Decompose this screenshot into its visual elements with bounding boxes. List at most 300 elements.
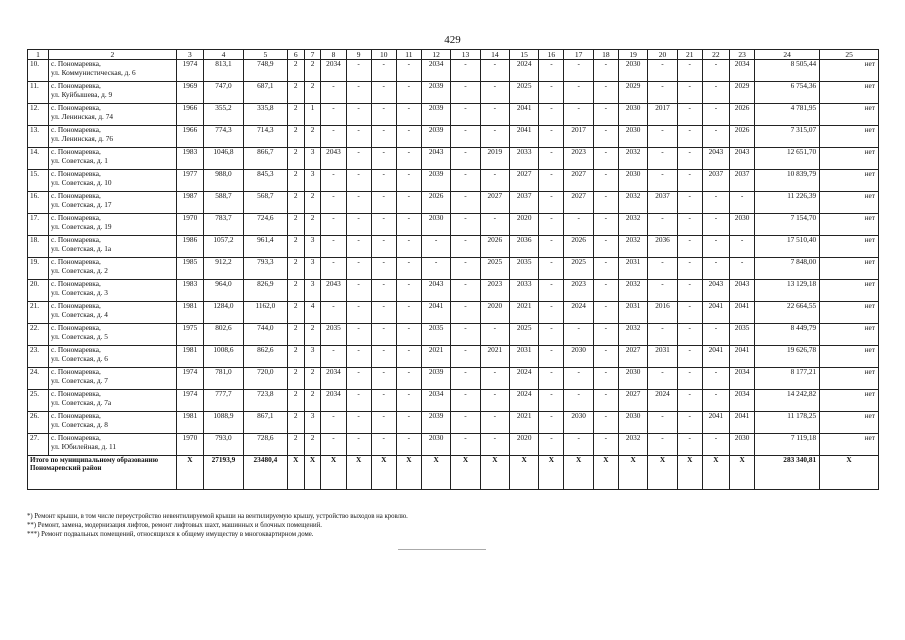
table-cell: - — [564, 368, 593, 390]
table-cell: 2016 — [648, 302, 677, 324]
table-cell: 961,4 — [243, 236, 287, 258]
table-cell: - — [371, 236, 396, 258]
table-cell: 2 — [287, 390, 304, 412]
table-cell: 2032 — [618, 434, 647, 456]
address-settlement: с. Пономаревка, — [50, 433, 101, 442]
table-cell: 2034 — [730, 60, 755, 82]
table-cell: нет — [820, 236, 879, 258]
table-cell: - — [539, 192, 564, 214]
table-cell: - — [396, 368, 421, 390]
table-cell: - — [730, 192, 755, 214]
table-cell: 793,3 — [243, 258, 287, 280]
table-cell: 3 — [304, 280, 321, 302]
table-cell: - — [396, 258, 421, 280]
table-cell: - — [677, 236, 702, 258]
table-cell: - — [648, 60, 677, 82]
row-number: 26. — [28, 412, 49, 434]
table-cell: 2 — [304, 390, 321, 412]
table-cell: - — [648, 324, 677, 346]
table-cell: 2037 — [730, 170, 755, 192]
total-cell: X — [618, 456, 647, 490]
table-cell: 2 — [287, 126, 304, 148]
table-row — [28, 324, 879, 346]
table-cell: нет — [820, 192, 879, 214]
table-cell: 2024 — [510, 60, 539, 82]
column-number: 16 — [539, 50, 564, 60]
address-street: ул. Советская, д. 3 — [50, 287, 108, 297]
table-cell: 845,3 — [243, 170, 287, 192]
table-cell: нет — [820, 170, 879, 192]
table-cell: - — [539, 280, 564, 302]
table-cell: - — [702, 324, 729, 346]
table-cell: 774,3 — [204, 126, 244, 148]
table-cell: 2034 — [730, 368, 755, 390]
table-row — [28, 104, 879, 126]
table-cell: 2025 — [480, 258, 509, 280]
table-cell: - — [593, 434, 618, 456]
address-cell — [48, 368, 176, 390]
table-cell: нет — [820, 434, 879, 456]
table-cell: - — [321, 104, 346, 126]
table-cell: - — [346, 390, 371, 412]
column-number: 20 — [648, 50, 677, 60]
row-number: 23. — [28, 346, 49, 368]
table-cell: 988,0 — [204, 170, 244, 192]
table-cell: 2034 — [321, 368, 346, 390]
table-row — [28, 170, 879, 192]
footnotes — [27, 512, 408, 539]
table-cell: 2037 — [702, 170, 729, 192]
footnote: **) Ремонт, замена, модернизация лифтов, ремонт лифтовых шахт, машинных и блочных помещений. — [27, 522, 322, 529]
table-cell: - — [539, 346, 564, 368]
table-cell: - — [539, 390, 564, 412]
table-cell: нет — [820, 82, 879, 104]
address-settlement: с. Пономаревка, — [50, 213, 101, 222]
column-number: 2 — [48, 50, 176, 60]
column-number: 13 — [451, 50, 480, 60]
table-cell: 2039 — [421, 368, 450, 390]
table-cell: 3 — [304, 258, 321, 280]
table-cell: 2027 — [480, 192, 509, 214]
table-cell: 2026 — [421, 192, 450, 214]
table-cell: 813,1 — [204, 60, 244, 82]
address-street: ул. Юбилейная, д. 11 — [50, 441, 117, 451]
table-cell: - — [539, 104, 564, 126]
address-street: ул. Куйбышева, д. 9 — [50, 89, 113, 99]
table-cell: - — [451, 170, 480, 192]
table-row — [28, 126, 879, 148]
row-number: 18. — [28, 236, 49, 258]
table-cell: 22 664,55 — [755, 302, 820, 324]
table-cell: 2023 — [480, 280, 509, 302]
table-cell: 2039 — [421, 170, 450, 192]
row-number: 20. — [28, 280, 49, 302]
table-cell: 1977 — [176, 170, 203, 192]
table-cell: 2026 — [480, 236, 509, 258]
total-cell: X — [510, 456, 539, 490]
table-row — [28, 434, 879, 456]
table-cell: 2021 — [510, 412, 539, 434]
table-cell: 2029 — [730, 82, 755, 104]
total-label: Итого по муниципальному образованию Пономаревский район — [28, 456, 177, 490]
table-cell: 1981 — [176, 346, 203, 368]
table-cell: 2041 — [510, 104, 539, 126]
table-cell: - — [396, 148, 421, 170]
address-settlement: с. Пономаревка, — [50, 103, 101, 112]
footnote: *) Ремонт крыши, в том числе переустройство невентилируемой крыши на вентилируемую крышу, устройство выходов на кровлю. — [27, 513, 408, 520]
table-cell: 2036 — [510, 236, 539, 258]
column-number: 21 — [677, 50, 702, 60]
table-cell: - — [371, 214, 396, 236]
table-cell: нет — [820, 302, 879, 324]
table-cell: - — [371, 390, 396, 412]
table-cell: 1983 — [176, 148, 203, 170]
table-cell: - — [593, 346, 618, 368]
row-number: 10. — [28, 60, 49, 82]
table-cell: - — [346, 302, 371, 324]
table-cell: 866,7 — [243, 148, 287, 170]
table-cell: 2041 — [702, 412, 729, 434]
table-cell: 8 177,21 — [755, 368, 820, 390]
table-cell: - — [730, 236, 755, 258]
table-cell: 2035 — [730, 324, 755, 346]
table-cell: - — [371, 126, 396, 148]
table-cell: 2 — [304, 324, 321, 346]
address-cell — [48, 258, 176, 280]
table-cell: 2026 — [730, 126, 755, 148]
table-cell: - — [564, 82, 593, 104]
table-cell: 2024 — [510, 368, 539, 390]
table-cell: - — [371, 280, 396, 302]
row-number: 22. — [28, 324, 49, 346]
address-street: ул. Советская, д. 10 — [50, 177, 112, 187]
table-cell: - — [451, 412, 480, 434]
table-cell: - — [730, 258, 755, 280]
table-cell: 2 — [287, 368, 304, 390]
table-cell: - — [451, 368, 480, 390]
row-number: 25. — [28, 390, 49, 412]
table-cell: 2021 — [421, 346, 450, 368]
column-number: 14 — [480, 50, 509, 60]
table-cell: - — [321, 236, 346, 258]
table-cell: - — [396, 104, 421, 126]
total-cell: X — [539, 456, 564, 490]
table-cell: 2043 — [730, 280, 755, 302]
table-cell: - — [451, 82, 480, 104]
address-cell — [48, 192, 176, 214]
table-cell: - — [346, 192, 371, 214]
table-cell: 1975 — [176, 324, 203, 346]
table-cell: - — [396, 236, 421, 258]
table-cell: - — [371, 192, 396, 214]
table-cell: - — [451, 214, 480, 236]
table-cell: 2032 — [618, 214, 647, 236]
table-cell: 2026 — [730, 104, 755, 126]
table-cell: - — [702, 104, 729, 126]
table-cell: - — [371, 258, 396, 280]
row-number: 15. — [28, 170, 49, 192]
table-cell: 1983 — [176, 280, 203, 302]
table-cell: 2030 — [618, 170, 647, 192]
table-cell: - — [346, 104, 371, 126]
table-cell: 2 — [304, 126, 321, 148]
table-cell: - — [346, 236, 371, 258]
address-settlement: с. Пономаревка, — [50, 81, 101, 90]
table-row — [28, 82, 879, 104]
table-cell: 2023 — [564, 148, 593, 170]
column-number: 4 — [204, 50, 244, 60]
capital-repair-table — [27, 49, 879, 490]
table-cell: 8 505,44 — [755, 60, 820, 82]
table-cell: - — [480, 412, 509, 434]
table-cell: - — [648, 258, 677, 280]
address-cell — [48, 236, 176, 258]
table-cell: 2 — [287, 280, 304, 302]
table-cell: 724,6 — [243, 214, 287, 236]
table-cell: 2030 — [421, 434, 450, 456]
table-cell: 2031 — [618, 302, 647, 324]
table-cell: 783,7 — [204, 214, 244, 236]
table-cell: - — [371, 82, 396, 104]
table-cell: 2030 — [564, 346, 593, 368]
table-cell: 4 781,95 — [755, 104, 820, 126]
table-cell: - — [564, 104, 593, 126]
table-cell: - — [396, 280, 421, 302]
table-cell: - — [321, 192, 346, 214]
table-cell: - — [648, 148, 677, 170]
table-cell: 1046,8 — [204, 148, 244, 170]
table-cell: 1974 — [176, 60, 203, 82]
table-cell: 2041 — [730, 302, 755, 324]
table-cell: 2033 — [510, 280, 539, 302]
address-settlement: с. Пономаревка, — [50, 367, 101, 376]
table-cell: 6 754,36 — [755, 82, 820, 104]
table-cell: 17 510,40 — [755, 236, 820, 258]
table-cell: - — [648, 280, 677, 302]
table-cell: - — [346, 412, 371, 434]
table-cell: 2 — [287, 170, 304, 192]
total-cell: X — [287, 456, 304, 490]
table-cell: - — [593, 82, 618, 104]
table-cell: - — [702, 434, 729, 456]
table-cell: 2031 — [618, 258, 647, 280]
table-cell: 1974 — [176, 390, 203, 412]
address-settlement: с. Пономаревка, — [50, 323, 101, 332]
table-cell: - — [539, 126, 564, 148]
column-number: 15 — [510, 50, 539, 60]
table-row — [28, 214, 879, 236]
table-row — [28, 390, 879, 412]
table-cell: - — [321, 346, 346, 368]
table-cell: 2025 — [510, 82, 539, 104]
address-street: ул. Советская, д. 19 — [50, 221, 112, 231]
table-cell: - — [539, 368, 564, 390]
column-number: 11 — [396, 50, 421, 60]
table-cell: - — [371, 170, 396, 192]
address-cell — [48, 82, 176, 104]
table-cell: - — [396, 214, 421, 236]
table-cell: 8 449,79 — [755, 324, 820, 346]
table-cell: 2 — [287, 82, 304, 104]
address-cell — [48, 412, 176, 434]
column-number: 7 — [304, 50, 321, 60]
table-cell: 2041 — [702, 302, 729, 324]
table-cell: - — [371, 346, 396, 368]
table-cell: 2025 — [510, 324, 539, 346]
table-cell: 2043 — [421, 148, 450, 170]
table-cell: 1970 — [176, 214, 203, 236]
table-cell: - — [321, 214, 346, 236]
table-cell: 748,9 — [243, 60, 287, 82]
column-number: 19 — [618, 50, 647, 60]
table-cell: 2021 — [510, 302, 539, 324]
table-cell: 1981 — [176, 302, 203, 324]
table-cell: - — [677, 60, 702, 82]
total-cell: X — [304, 456, 321, 490]
table-cell: 2019 — [480, 148, 509, 170]
table-cell: 964,0 — [204, 280, 244, 302]
address-street: ул. Советская, д. 4 — [50, 309, 108, 319]
table-row — [28, 346, 879, 368]
table-cell: 2041 — [730, 412, 755, 434]
table-cell: - — [396, 324, 421, 346]
total-row — [28, 456, 879, 490]
table-cell: 2043 — [321, 280, 346, 302]
column-number: 18 — [593, 50, 618, 60]
table-cell: нет — [820, 412, 879, 434]
table-cell: 14 242,82 — [755, 390, 820, 412]
table-cell: 728,6 — [243, 434, 287, 456]
table-cell: нет — [820, 368, 879, 390]
table-cell: - — [539, 148, 564, 170]
table-cell: - — [321, 434, 346, 456]
table-cell: 2 — [287, 236, 304, 258]
table-cell: - — [451, 126, 480, 148]
table-cell: 2024 — [510, 390, 539, 412]
table-cell: 2 — [287, 148, 304, 170]
table-cell: 2030 — [564, 412, 593, 434]
table-cell: - — [677, 192, 702, 214]
table-cell: - — [677, 280, 702, 302]
table-cell: - — [593, 236, 618, 258]
table-cell: нет — [820, 104, 879, 126]
table-cell: - — [396, 302, 421, 324]
table-cell: нет — [820, 346, 879, 368]
table-cell: 1986 — [176, 236, 203, 258]
table-cell: - — [677, 170, 702, 192]
table-cell: 2020 — [510, 434, 539, 456]
row-number: 19. — [28, 258, 49, 280]
table-cell: - — [396, 170, 421, 192]
total-cell: X — [820, 456, 879, 490]
table-cell: - — [593, 258, 618, 280]
address-street: ул. Ленинская, д. 74 — [50, 111, 113, 121]
table-cell: нет — [820, 280, 879, 302]
table-cell: 11 178,25 — [755, 412, 820, 434]
table-row — [28, 258, 879, 280]
total-cell: X — [421, 456, 450, 490]
table-cell: 4 — [304, 302, 321, 324]
table-cell: - — [702, 214, 729, 236]
table-cell: 2 — [287, 192, 304, 214]
table-cell: - — [371, 368, 396, 390]
table-cell: 11 226,39 — [755, 192, 820, 214]
table-cell: - — [648, 170, 677, 192]
table-cell: 2035 — [510, 258, 539, 280]
total-cell: X — [371, 456, 396, 490]
table-row — [28, 280, 879, 302]
table-cell: 2037 — [648, 192, 677, 214]
table-cell: - — [677, 412, 702, 434]
table-cell: 2043 — [421, 280, 450, 302]
table-cell: - — [451, 148, 480, 170]
table-cell: 2027 — [510, 170, 539, 192]
total-cell: X — [564, 456, 593, 490]
table-cell: 2 — [304, 192, 321, 214]
table-cell: - — [346, 346, 371, 368]
table-cell: - — [371, 412, 396, 434]
table-cell: 2 — [287, 324, 304, 346]
table-cell: - — [702, 258, 729, 280]
table-cell: - — [421, 258, 450, 280]
table-cell: 2039 — [421, 82, 450, 104]
address-settlement: с. Пономаревка, — [50, 191, 101, 200]
address-cell — [48, 170, 176, 192]
table-cell: 2030 — [618, 60, 647, 82]
table-cell: - — [321, 82, 346, 104]
table-cell: - — [396, 346, 421, 368]
table-cell: 2043 — [321, 148, 346, 170]
table-cell: 1966 — [176, 104, 203, 126]
table-cell: 2032 — [618, 236, 647, 258]
table-cell: 2041 — [510, 126, 539, 148]
table-cell: - — [321, 302, 346, 324]
table-cell: - — [539, 214, 564, 236]
table-cell: 2032 — [618, 148, 647, 170]
table-row — [28, 236, 879, 258]
address-settlement: с. Пономаревка, — [50, 59, 101, 68]
table-cell: - — [677, 126, 702, 148]
table-cell: - — [451, 324, 480, 346]
address-settlement: с. Пономаревка, — [50, 235, 101, 244]
total-cell: X — [346, 456, 371, 490]
table-cell: 2034 — [421, 390, 450, 412]
table-cell: 2041 — [730, 346, 755, 368]
table-cell: - — [451, 434, 480, 456]
table-cell: - — [451, 104, 480, 126]
table-cell: - — [593, 192, 618, 214]
table-cell: - — [396, 82, 421, 104]
total-cell: 27193,9 — [204, 456, 244, 490]
table-cell: 2 — [304, 368, 321, 390]
table-cell: 588,7 — [204, 192, 244, 214]
table-cell: - — [346, 280, 371, 302]
table-cell: - — [346, 148, 371, 170]
column-number: 25 — [820, 50, 879, 60]
address-cell — [48, 434, 176, 456]
table-cell: 1008,6 — [204, 346, 244, 368]
total-cell: X — [321, 456, 346, 490]
table-cell: - — [702, 368, 729, 390]
table-cell: нет — [820, 324, 879, 346]
table-cell: - — [677, 104, 702, 126]
table-cell: 862,6 — [243, 346, 287, 368]
table-cell: 2029 — [618, 82, 647, 104]
table-cell: 2024 — [648, 390, 677, 412]
table-cell: - — [396, 192, 421, 214]
address-street: ул. Советская, д. 8 — [50, 419, 108, 429]
table-row — [28, 368, 879, 390]
